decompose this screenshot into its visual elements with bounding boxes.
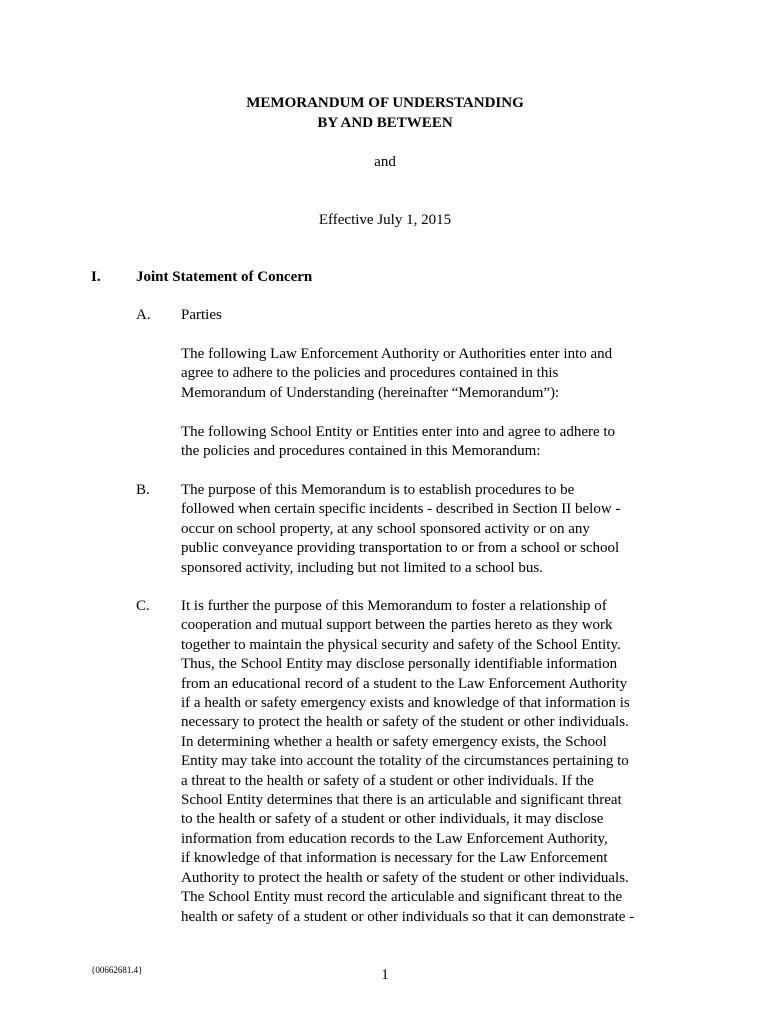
effective-date: Effective July 1, 2015 (318, 212, 452, 228)
paragraph-line: necessary to protect the health or safety of the student or other individuals. (181, 714, 629, 731)
subsection-c-letter: C. (136, 598, 150, 614)
paragraph-line: Entity may take into account the totality of the circumstances pertaining to (181, 753, 629, 770)
subsection-b-letter: B. (136, 482, 150, 498)
paragraph-line: from an educational record of a student to the Law Enforcement Authority (181, 675, 628, 692)
subsection-a-paragraph-1 (181, 345, 671, 403)
paragraph-line: occur on school property, at any school sponsored activity or on any (181, 520, 590, 537)
paragraph-line: together to maintain the physical security and safety of the School Entity. (181, 636, 621, 653)
page-number: 1 (381, 967, 389, 983)
document-title-line-1: MEMORANDUM OF UNDERSTANDING (246, 95, 524, 111)
paragraph-line: public conveyance providing transportation to or from a school or school (181, 540, 620, 557)
paragraph-line: The purpose of this Memorandum is to establish procedures to be (181, 482, 575, 498)
subsection-a-letter: A. (136, 307, 151, 323)
document-id-code: {00662681.4} (91, 965, 143, 975)
paragraph-line: agree to adhere to the policies and procedures contained in this (181, 365, 559, 382)
subsection-a-paragraph-2 (181, 423, 671, 462)
paragraph-line: cooperation and mutual support between the parties hereto as they work (181, 617, 613, 634)
paragraph-line: if a health or safety emergency exists and knowledge of that information is (181, 695, 630, 712)
paragraph-line: to the health or safety of a student or other individuals, it may disclose (181, 811, 604, 828)
paragraph-line: The following School Entity or Entities enter into and agree to adhere to (181, 424, 616, 440)
paragraph-line: if knowledge of that information is necessary for the Law Enforcement (181, 850, 608, 867)
paragraph-line: In determining whether a health or safety emergency exists, the School (181, 733, 607, 750)
section-number: I. (91, 269, 101, 285)
paragraph-line: Authority to protect the health or safety of the student or other individuals. (181, 869, 629, 886)
subsection-b-paragraph (181, 481, 671, 578)
paragraph-line: the policies and procedures contained in this Memorandum: (181, 443, 541, 460)
paragraph-line: information from education records to the Law Enforcement Authority, (181, 830, 608, 847)
paragraph-line: followed when certain specific incidents - described in Section II below - (181, 501, 621, 518)
paragraph-line: It is further the purpose of this Memorandum to foster a relationship of (181, 598, 607, 614)
paragraph-line: The School Entity must record the articulable and significant threat to the (181, 889, 623, 906)
paragraph-line: health or safety of a student or other individuals so that it can demonstrate - (181, 908, 635, 925)
paragraph-line: sponsored activity, including but not limited to a school bus. (181, 559, 543, 576)
paragraph-line: a threat to the health or safety of a student or other individuals. If the (181, 772, 594, 789)
paragraph-line: Thus, the School Entity may disclose personally identifiable information (181, 656, 618, 673)
paragraph-line: The following Law Enforcement Authority or Authorities enter into and (181, 346, 613, 362)
paragraph-line: School Entity determines that there is an articulable and significant threat (181, 792, 622, 809)
subsection-c-paragraph (181, 597, 671, 927)
section-title: Joint Statement of Concern (136, 269, 313, 285)
subsection-a-heading: Parties (181, 307, 222, 323)
and-text: and (374, 154, 396, 170)
paragraph-line: Memorandum of Understanding (hereinafter “Memorandum”): (181, 384, 560, 401)
document-title-line-2: BY AND BETWEEN (317, 115, 453, 131)
